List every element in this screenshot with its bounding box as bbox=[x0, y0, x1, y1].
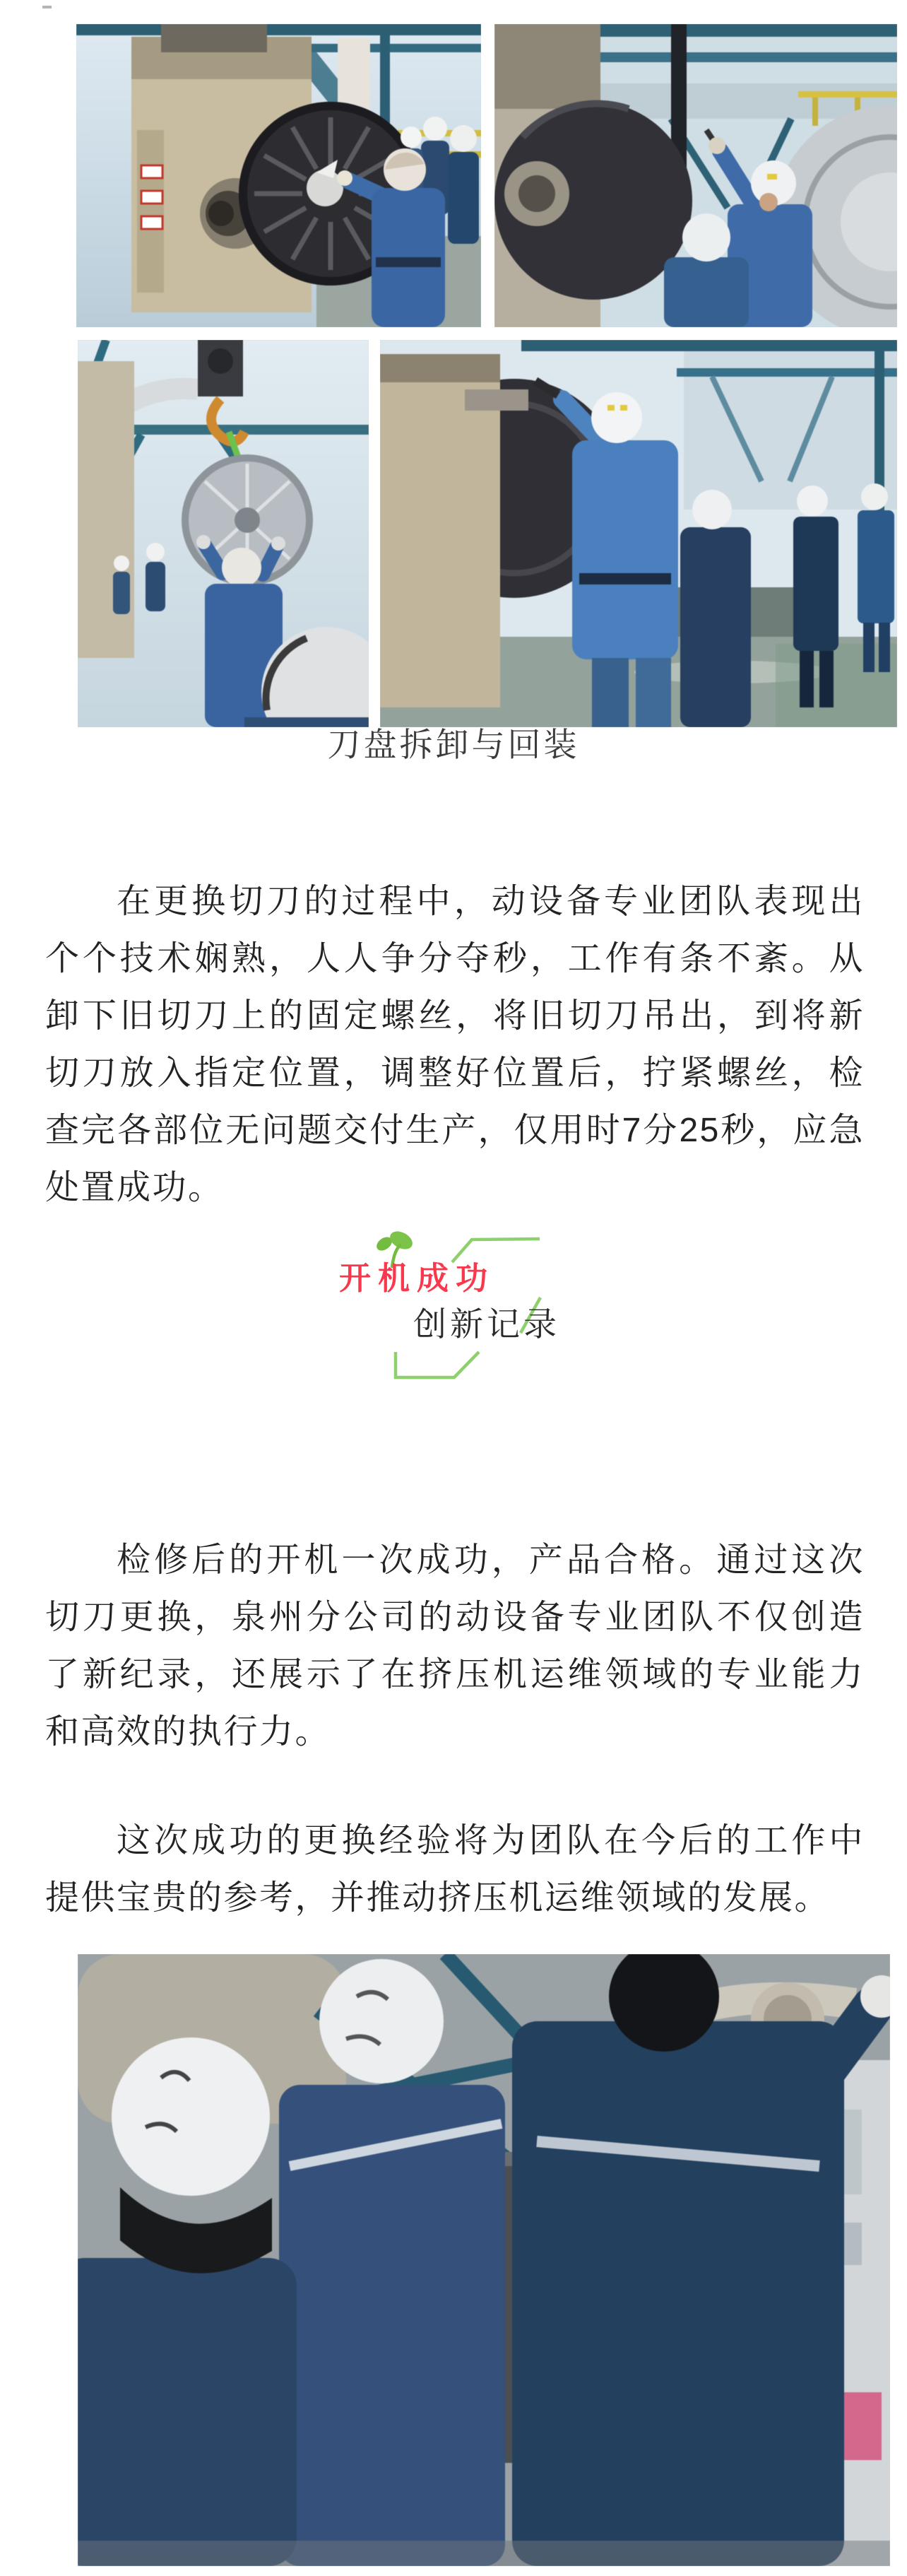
body-paragraph-3: 这次成功的更换经验将为团队在今后的工作中提供宝贵的参考，并推动挤压机运维领域的发展。 bbox=[45, 1822, 865, 1917]
photo-illustration bbox=[494, 24, 897, 327]
photo-illustration bbox=[78, 1954, 890, 2566]
photo-startup-scene[interactable] bbox=[78, 1954, 890, 2566]
top-artifact-dash bbox=[42, 6, 52, 8]
photo-disc-side-maintenance[interactable] bbox=[494, 24, 897, 327]
headline-secondary: 创新记录 bbox=[413, 1305, 560, 1343]
headline-primary: 开机成功 bbox=[339, 1260, 495, 1296]
body-paragraph-1: 在更换切刀的过程中，动设备专业团队表现出个个技术娴熟，人人争分夺秒，工作有条不紊。从卸下旧切刀上的固定螺丝，将旧切刀吊出，到将新切刀放入指定位置，调整好位置后，拧紧螺丝，检查完各部位无问题交付生产，仅用时7分25秒，应急处置成功。 bbox=[45, 883, 865, 1206]
photo-disc-crane-lifting[interactable] bbox=[78, 340, 369, 727]
photo-caption: 刀盘拆卸与回装 bbox=[327, 726, 580, 763]
photo-disc-reinstall[interactable] bbox=[380, 340, 897, 727]
photo-disc-crew-inspection[interactable] bbox=[76, 24, 481, 327]
photo-illustration bbox=[76, 24, 481, 327]
green-decor-line-bottom-icon bbox=[387, 1344, 490, 1385]
photo-illustration bbox=[380, 340, 897, 727]
body-paragraph-2: 检修后的开机一次成功，产品合格。通过这次切刀更换，泉州分公司的动设备专业团队不仅创造了新纪录，还展示了在挤压机运维领域的专业能力和高效的执行力。 bbox=[45, 1541, 865, 1751]
photo-illustration bbox=[78, 340, 369, 727]
